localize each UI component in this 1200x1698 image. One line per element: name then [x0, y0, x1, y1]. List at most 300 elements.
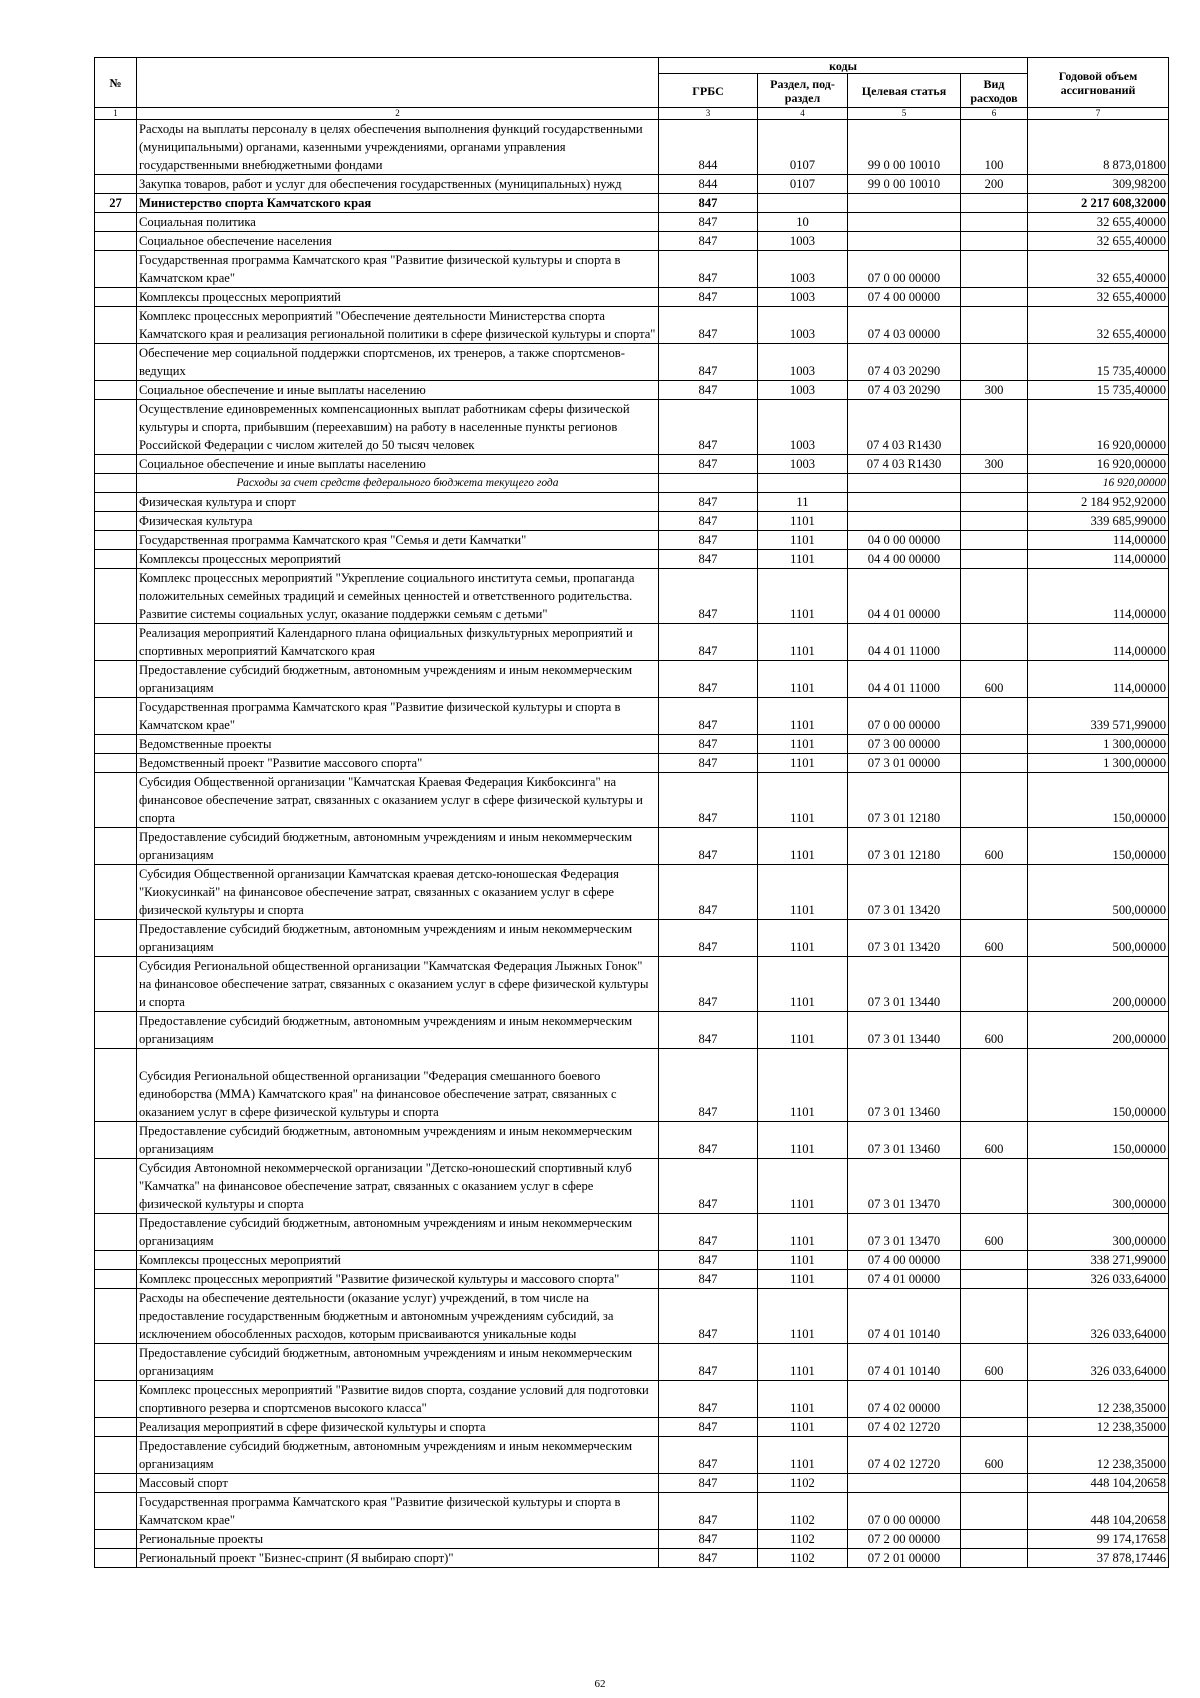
row-target [848, 493, 961, 512]
row-kind: 600 [961, 1214, 1028, 1251]
row-kind: 600 [961, 828, 1028, 865]
row-section: 1101 [758, 698, 848, 735]
row-name: Расходы за счет средств федерального бюджета текущего года [137, 474, 659, 493]
row-number [95, 569, 137, 624]
table-row [95, 232, 1169, 251]
row-name: Комплекс процессных мероприятий "Развитие видов спорта, создание условий для подготовки спортивного резерва и спортсменов высокого класса" [137, 1381, 659, 1418]
column-index: 4 [758, 108, 848, 120]
row-name: Ведомственный проект "Развитие массового спорта" [137, 754, 659, 773]
row-amount: 99 174,17658 [1028, 1530, 1169, 1549]
row-amount: 150,00000 [1028, 773, 1169, 828]
row-amount: 16 920,00000 [1028, 474, 1169, 493]
row-name: Комплекс процессных мероприятий "Обеспечение деятельности Министерства спорта Камчатского края и реализация региональной политики в сфере физической культуры и спорта" [137, 307, 659, 344]
row-grbs: 847 [659, 531, 758, 550]
row-target: 07 4 02 12720 [848, 1418, 961, 1437]
column-index: 3 [659, 108, 758, 120]
column-index: 5 [848, 108, 961, 120]
row-kind [961, 865, 1028, 920]
row-name: Закупка товаров, работ и услуг для обеспечения государственных (муниципальных) нужд [137, 175, 659, 194]
budget-table [94, 57, 1169, 1568]
row-kind [961, 735, 1028, 754]
row-name: Субсидия Автономной некоммерческой организации "Детско-юношеский спортивный клуб "Камчатка" на финансовое обеспечение затрат, связанных с оказанием услуг в сфере физической культуры и спорта [137, 1159, 659, 1214]
row-section: 1101 [758, 624, 848, 661]
row-amount: 32 655,40000 [1028, 251, 1169, 288]
row-kind [961, 1549, 1028, 1568]
row-name: Комплекс процессных мероприятий "Развитие физической культуры и массового спорта" [137, 1270, 659, 1289]
row-amount: 300,00000 [1028, 1214, 1169, 1251]
row-number [95, 344, 137, 381]
row-kind [961, 957, 1028, 1012]
row-name: Физическая культура и спорт [137, 493, 659, 512]
table-row [95, 1012, 1169, 1049]
row-section: 0107 [758, 175, 848, 194]
row-grbs: 847 [659, 512, 758, 531]
table-row [95, 1289, 1169, 1344]
row-kind [961, 698, 1028, 735]
table-row [95, 698, 1169, 735]
row-section: 11 [758, 493, 848, 512]
column-index-row [95, 108, 1169, 120]
row-grbs: 847 [659, 1214, 758, 1251]
row-kind: 600 [961, 1344, 1028, 1381]
row-section: 1003 [758, 455, 848, 474]
row-section: 1101 [758, 569, 848, 624]
row-number [95, 920, 137, 957]
row-grbs: 847 [659, 1270, 758, 1289]
row-name: Социальная политика [137, 213, 659, 232]
row-name: Физическая культура [137, 512, 659, 531]
row-kind [961, 569, 1028, 624]
table-row [95, 1437, 1169, 1474]
row-kind [961, 1493, 1028, 1530]
row-grbs: 847 [659, 661, 758, 698]
row-amount: 339 571,99000 [1028, 698, 1169, 735]
row-grbs: 847 [659, 1289, 758, 1344]
row-name: Комплексы процессных мероприятий [137, 288, 659, 307]
table-row [95, 735, 1169, 754]
row-grbs: 847 [659, 307, 758, 344]
row-grbs: 844 [659, 175, 758, 194]
table-row [95, 1270, 1169, 1289]
row-amount: 37 878,17446 [1028, 1549, 1169, 1568]
row-section: 1003 [758, 232, 848, 251]
row-section: 1003 [758, 381, 848, 400]
row-name: Ведомственные проекты [137, 735, 659, 754]
row-grbs: 847 [659, 232, 758, 251]
table-row [95, 1122, 1169, 1159]
row-name: Региональные проекты [137, 1530, 659, 1549]
row-grbs: 847 [659, 288, 758, 307]
row-name: Государственная программа Камчатского края "Развитие физической культуры и спорта в Камчатском крае" [137, 698, 659, 735]
row-kind [961, 474, 1028, 493]
row-grbs: 847 [659, 865, 758, 920]
row-amount: 8 873,01800 [1028, 120, 1169, 175]
row-kind: 600 [961, 1012, 1028, 1049]
row-target: 07 3 01 12180 [848, 773, 961, 828]
row-amount: 32 655,40000 [1028, 307, 1169, 344]
row-number [95, 1344, 137, 1381]
row-target: 07 3 01 13470 [848, 1159, 961, 1214]
row-number [95, 1214, 137, 1251]
row-grbs: 847 [659, 213, 758, 232]
row-section: 1003 [758, 400, 848, 455]
row-number [95, 773, 137, 828]
row-amount: 339 685,99000 [1028, 512, 1169, 531]
row-section: 1003 [758, 307, 848, 344]
row-kind: 300 [961, 455, 1028, 474]
row-name: Предоставление субсидий бюджетным, автономным учреждениям и иным некоммерческим организациям [137, 1122, 659, 1159]
row-amount: 16 920,00000 [1028, 400, 1169, 455]
row-section: 1101 [758, 865, 848, 920]
row-number [95, 1122, 137, 1159]
row-grbs: 847 [659, 455, 758, 474]
row-amount: 15 735,40000 [1028, 381, 1169, 400]
row-section: 10 [758, 213, 848, 232]
table-row [95, 474, 1169, 493]
row-target: 99 0 00 10010 [848, 120, 961, 175]
row-target: 07 3 01 13440 [848, 957, 961, 1012]
table-header [95, 58, 1169, 120]
row-grbs: 847 [659, 1381, 758, 1418]
row-target: 07 3 01 13440 [848, 1012, 961, 1049]
row-number [95, 400, 137, 455]
row-kind [961, 213, 1028, 232]
row-section: 1101 [758, 661, 848, 698]
row-target: 04 4 01 11000 [848, 624, 961, 661]
row-grbs: 847 [659, 735, 758, 754]
row-kind [961, 1381, 1028, 1418]
row-kind: 100 [961, 120, 1028, 175]
row-name: Массовый спорт [137, 1474, 659, 1493]
column-index: 1 [95, 108, 137, 120]
table-row [95, 455, 1169, 474]
row-target: 07 3 01 13420 [848, 920, 961, 957]
table-row [95, 1381, 1169, 1418]
row-name: Реализация мероприятий в сфере физической культуры и спорта [137, 1418, 659, 1437]
row-kind [961, 493, 1028, 512]
row-grbs [659, 474, 758, 493]
row-kind [961, 624, 1028, 661]
row-kind [961, 1418, 1028, 1437]
table-row [95, 920, 1169, 957]
table-row [95, 400, 1169, 455]
row-amount: 2 184 952,92000 [1028, 493, 1169, 512]
table-row [95, 754, 1169, 773]
row-amount: 448 104,20658 [1028, 1474, 1169, 1493]
row-target: 07 0 00 00000 [848, 1493, 961, 1530]
table-row [95, 550, 1169, 569]
table-row [95, 512, 1169, 531]
row-amount: 500,00000 [1028, 920, 1169, 957]
row-grbs: 847 [659, 400, 758, 455]
row-target: 07 4 03 20290 [848, 344, 961, 381]
row-target [848, 213, 961, 232]
row-kind: 600 [961, 920, 1028, 957]
header-name [137, 58, 659, 108]
row-section: 1101 [758, 550, 848, 569]
row-kind [961, 232, 1028, 251]
row-number [95, 381, 137, 400]
row-amount: 326 033,64000 [1028, 1289, 1169, 1344]
table-row [95, 1344, 1169, 1381]
header-target: Целевая статья [848, 74, 961, 108]
row-name: Министерство спорта Камчатского края [137, 194, 659, 213]
row-number [95, 735, 137, 754]
header-kind: Вид расходов [961, 74, 1028, 108]
row-name: Предоставление субсидий бюджетным, автономным учреждениям и иным некоммерческим организациям [137, 1344, 659, 1381]
row-number [95, 1381, 137, 1418]
row-number [95, 1418, 137, 1437]
row-number [95, 865, 137, 920]
table-row [95, 120, 1169, 175]
row-number [95, 1474, 137, 1493]
row-grbs: 847 [659, 1344, 758, 1381]
row-amount: 150,00000 [1028, 1049, 1169, 1122]
row-section: 1101 [758, 531, 848, 550]
row-amount: 500,00000 [1028, 865, 1169, 920]
column-index: 7 [1028, 108, 1169, 120]
row-target: 07 4 02 12720 [848, 1437, 961, 1474]
table-row [95, 1159, 1169, 1214]
row-name: Государственная программа Камчатского края "Развитие физической культуры и спорта в Камчатском крае" [137, 251, 659, 288]
row-number [95, 175, 137, 194]
row-target: 07 4 01 00000 [848, 1270, 961, 1289]
row-kind [961, 773, 1028, 828]
row-grbs: 847 [659, 1012, 758, 1049]
table-row [95, 1474, 1169, 1493]
row-amount: 12 238,35000 [1028, 1418, 1169, 1437]
row-amount: 16 920,00000 [1028, 455, 1169, 474]
table-row [95, 175, 1169, 194]
row-amount: 32 655,40000 [1028, 213, 1169, 232]
header-amount: Годовой объем ассигнований [1028, 58, 1169, 108]
table-row [95, 1530, 1169, 1549]
row-amount: 338 271,99000 [1028, 1251, 1169, 1270]
row-target: 07 3 01 13470 [848, 1214, 961, 1251]
row-grbs: 847 [659, 381, 758, 400]
row-kind [961, 194, 1028, 213]
row-name: Социальное обеспечение населения [137, 232, 659, 251]
row-target: 07 4 03 R1430 [848, 455, 961, 474]
row-name: Комплексы процессных мероприятий [137, 550, 659, 569]
row-name: Субсидия Общественной организации "Камчатская Краевая Федерация Кикбоксинга" на финансовое обеспечение затрат, связанных с оказанием услуг в сфере физической культуры и спорта [137, 773, 659, 828]
row-kind: 600 [961, 1122, 1028, 1159]
row-number [95, 550, 137, 569]
row-name: Региональный проект "Бизнес-спринт (Я выбираю спорт)" [137, 1549, 659, 1568]
row-grbs: 847 [659, 344, 758, 381]
row-section: 1102 [758, 1530, 848, 1549]
row-number [95, 1159, 137, 1214]
row-target: 99 0 00 10010 [848, 175, 961, 194]
row-number [95, 1251, 137, 1270]
row-grbs: 847 [659, 251, 758, 288]
row-section: 1101 [758, 1251, 848, 1270]
row-amount: 12 238,35000 [1028, 1381, 1169, 1418]
row-grbs: 847 [659, 773, 758, 828]
row-name: Субсидия Общественной организации Камчатская краевая детско-юношеская Федерация "Киокусинкай" на финансовое обеспечение затрат, связанных с оказанием услуг в сфере физической культуры и спорта [137, 865, 659, 920]
row-target: 07 2 01 00000 [848, 1549, 961, 1568]
row-kind [961, 512, 1028, 531]
row-kind [961, 550, 1028, 569]
row-number [95, 1012, 137, 1049]
row-number [95, 1289, 137, 1344]
table-row [95, 1251, 1169, 1270]
row-number [95, 512, 137, 531]
header-codes: коды [659, 58, 1028, 74]
row-amount: 200,00000 [1028, 1012, 1169, 1049]
row-grbs: 847 [659, 1437, 758, 1474]
row-amount: 326 033,64000 [1028, 1344, 1169, 1381]
row-kind [961, 1530, 1028, 1549]
page-number: 62 [594, 1678, 606, 1690]
row-amount: 300,00000 [1028, 1159, 1169, 1214]
table-row [95, 288, 1169, 307]
row-target: 04 4 01 11000 [848, 661, 961, 698]
row-grbs: 847 [659, 957, 758, 1012]
table-row [95, 381, 1169, 400]
row-section: 1101 [758, 1270, 848, 1289]
table-row [95, 865, 1169, 920]
row-target [848, 232, 961, 251]
row-target: 07 3 01 13420 [848, 865, 961, 920]
row-section: 1101 [758, 754, 848, 773]
row-grbs: 847 [659, 698, 758, 735]
row-name: Расходы на выплаты персоналу в целях обеспечения выполнения функций государственными (муниципальными) органами, казенными учреждениями, органами управления государственными внебюджетными фондами [137, 120, 659, 175]
row-section: 1003 [758, 251, 848, 288]
row-name: Комплекс процессных мероприятий "Укрепление социального института семьи, пропаганда положительных семейных традиций и семейных ценностей и ответственного родительства. Развитие системы социальных услуг, оказание поддержки семьям с детьми" [137, 569, 659, 624]
row-number [95, 1437, 137, 1474]
table-row [95, 531, 1169, 550]
row-section: 1101 [758, 1214, 848, 1251]
row-name: Субсидия Региональной общественной организации "Камчатская Федерация Лыжных Гонок" на финансовое обеспечение затрат, связанных с оказанием услуг в сфере физической культуры и спорта [137, 957, 659, 1012]
row-amount: 114,00000 [1028, 569, 1169, 624]
row-target: 07 0 00 00000 [848, 251, 961, 288]
row-kind [961, 400, 1028, 455]
table-row [95, 569, 1169, 624]
row-kind [961, 531, 1028, 550]
row-kind [961, 1289, 1028, 1344]
row-target: 07 0 00 00000 [848, 698, 961, 735]
row-number [95, 251, 137, 288]
row-kind [961, 251, 1028, 288]
row-name: Социальное обеспечение и иные выплаты населению [137, 455, 659, 474]
row-name: Предоставление субсидий бюджетным, автономным учреждениям и иным некоммерческим организациям [137, 1012, 659, 1049]
row-number [95, 1530, 137, 1549]
row-kind [961, 754, 1028, 773]
row-kind: 600 [961, 1437, 1028, 1474]
table-row [95, 194, 1169, 213]
table-row [95, 773, 1169, 828]
row-amount: 15 735,40000 [1028, 344, 1169, 381]
row-section: 1101 [758, 1381, 848, 1418]
row-target: 07 3 01 13460 [848, 1049, 961, 1122]
row-section: 1101 [758, 1122, 848, 1159]
row-amount: 114,00000 [1028, 661, 1169, 698]
row-amount: 114,00000 [1028, 550, 1169, 569]
row-section: 1101 [758, 1012, 848, 1049]
row-section: 1102 [758, 1474, 848, 1493]
row-grbs: 847 [659, 754, 758, 773]
row-grbs: 847 [659, 1493, 758, 1530]
row-amount: 114,00000 [1028, 624, 1169, 661]
row-number [95, 120, 137, 175]
row-number [95, 232, 137, 251]
row-target: 04 4 01 00000 [848, 569, 961, 624]
row-target: 07 4 02 00000 [848, 1381, 961, 1418]
row-section: 1101 [758, 735, 848, 754]
row-grbs: 844 [659, 120, 758, 175]
header-no: № [95, 58, 137, 108]
row-target: 07 2 00 00000 [848, 1530, 961, 1549]
row-section: 1101 [758, 512, 848, 531]
row-name: Предоставление субсидий бюджетным, автономным учреждениям и иным некоммерческим организациям [137, 661, 659, 698]
row-section: 1101 [758, 1418, 848, 1437]
row-amount: 448 104,20658 [1028, 1493, 1169, 1530]
table-row [95, 661, 1169, 698]
row-grbs: 847 [659, 1549, 758, 1568]
row-grbs: 847 [659, 1474, 758, 1493]
row-grbs: 847 [659, 1049, 758, 1122]
row-grbs: 847 [659, 1530, 758, 1549]
row-target: 07 4 03 20290 [848, 381, 961, 400]
row-amount: 326 033,64000 [1028, 1270, 1169, 1289]
row-amount: 2 217 608,32000 [1028, 194, 1169, 213]
row-name: Социальное обеспечение и иные выплаты населению [137, 381, 659, 400]
table-row [95, 1493, 1169, 1530]
row-section: 1003 [758, 288, 848, 307]
row-target [848, 1474, 961, 1493]
row-number [95, 698, 137, 735]
row-amount: 32 655,40000 [1028, 232, 1169, 251]
header-section: Раздел, под-раздел [758, 74, 848, 108]
row-target: 07 4 01 10140 [848, 1289, 961, 1344]
row-grbs: 847 [659, 1251, 758, 1270]
row-kind [961, 344, 1028, 381]
table-row [95, 1049, 1169, 1122]
row-section: 1102 [758, 1549, 848, 1568]
table-row [95, 307, 1169, 344]
header-grbs: ГРБС [659, 74, 758, 108]
row-amount: 150,00000 [1028, 828, 1169, 865]
column-index: 6 [961, 108, 1028, 120]
row-amount: 309,98200 [1028, 175, 1169, 194]
row-section: 1101 [758, 1437, 848, 1474]
row-section: 1101 [758, 1289, 848, 1344]
row-grbs: 847 [659, 1418, 758, 1437]
table-row [95, 1214, 1169, 1251]
row-kind [961, 1251, 1028, 1270]
row-number [95, 828, 137, 865]
row-kind [961, 1049, 1028, 1122]
table-row [95, 344, 1169, 381]
row-section [758, 194, 848, 213]
row-name: Обеспечение мер социальной поддержки спортсменов, их тренеров, а также спортсменов-ведущих [137, 344, 659, 381]
row-section: 1003 [758, 344, 848, 381]
table-row [95, 213, 1169, 232]
row-name: Государственная программа Камчатского края "Развитие физической культуры и спорта в Камчатском крае" [137, 1493, 659, 1530]
row-name: Государственная программа Камчатского края "Семья и дети Камчатки" [137, 531, 659, 550]
column-index: 2 [137, 108, 659, 120]
row-number [95, 661, 137, 698]
row-number [95, 455, 137, 474]
table-row [95, 251, 1169, 288]
row-target: 07 4 01 10140 [848, 1344, 961, 1381]
row-number [95, 754, 137, 773]
row-target [848, 474, 961, 493]
row-target: 07 4 00 00000 [848, 288, 961, 307]
row-name: Предоставление субсидий бюджетным, автономным учреждениям и иным некоммерческим организациям [137, 920, 659, 957]
row-kind: 300 [961, 381, 1028, 400]
